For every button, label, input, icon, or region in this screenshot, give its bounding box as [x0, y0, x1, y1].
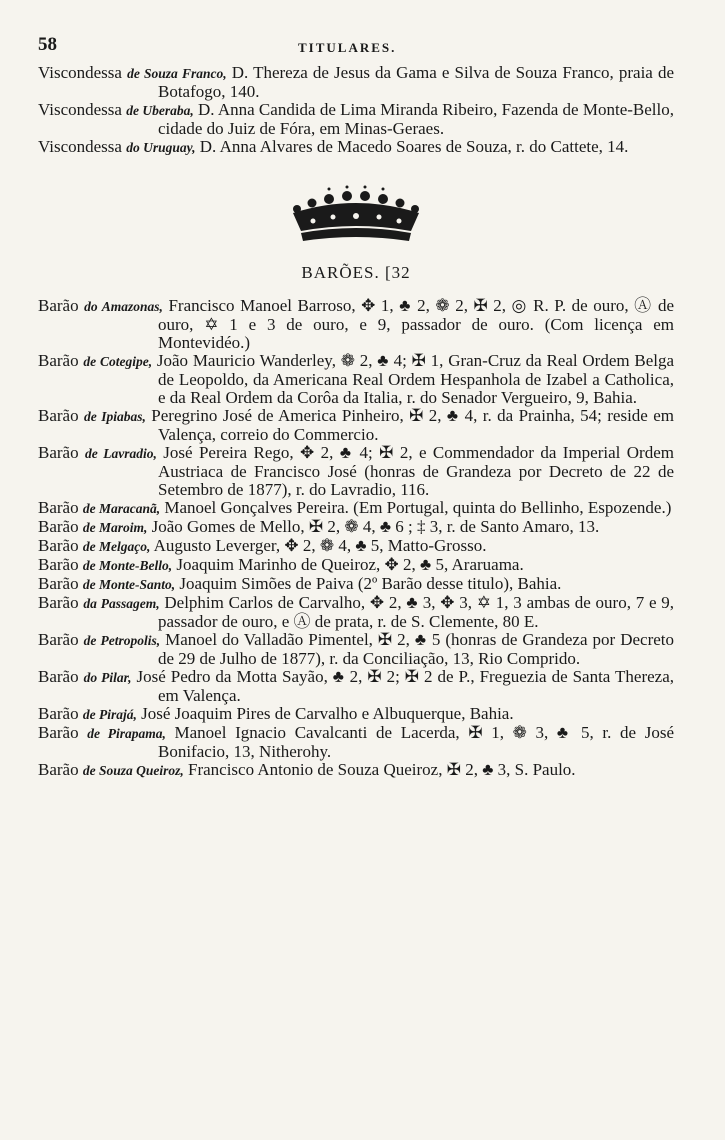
baroes-list — [38, 297, 674, 780]
list-item: Barão de Melgaço, Augusto Leverger, ✥ 2, ❁ 4, ♣ 5, Matto-Grosso. — [38, 536, 487, 555]
list-item: Barão de Pirajá, José Joaquim Pires de Carvalho e Albuquerque, Bahia. — [38, 704, 514, 723]
list-item: Barão de Monte-Santo, Joaquim Simões de Paiva (2º Barão desse titulo), Bahia. — [38, 574, 562, 593]
list-item: Barão de Pirapama, Manoel Ignacio Cavalcanti de Lacerda, ✠ 1, ❁ 3, ♣ 5, r. de José Bonifacio, 13, Nitherohy. — [38, 723, 675, 761]
list-item: Viscondessa de Souza Franco, D. Thereza de Jesus da Gama e Silva de Souza Franco, praia de Botafogo, 140. — [38, 63, 674, 101]
list-item: Viscondessa de Uberaba, D. Anna Candida de Lima Miranda Ribeiro, Fazenda de Monte-Bello, cidade do Juiz de Fóra, em Minas-Geraes. — [38, 100, 674, 138]
list-item: Barão de Ipiabas, Peregrino José de America Pinheiro, ✠ 2, ♣ 4, r. da Prainha, 54; reside em Valença, correio do Commercio. — [38, 406, 675, 444]
list-item: Barão da Passagem, Delphim Carlos de Carvalho, ✥ 2, ♣ 3, ✥ 3, ✡ 1, 3 ambas de ouro, 7 e 9, passador de ouro, e Ⓐ de prata, r. de S. Clemente, 80 E. — [38, 593, 675, 631]
running-title: TITULARES. — [298, 40, 397, 55]
page-number: 58 — [38, 34, 57, 55]
viscondessas-list — [38, 64, 674, 157]
list-item: Viscondessa do Uruguay, D. Anna Alvares de Macedo Soares de Souza, r. do Cattete, 14. — [38, 137, 629, 156]
list-item: Barão de Maroim, João Gomes de Mello, ✠ 2, ❁ 4, ♣ 6 ; ‡ 3, r. de Santo Amaro, 13. — [38, 517, 600, 536]
list-item: Barão do Pilar, José Pedro da Motta Sayão, ♣ 2, ✠ 2; ✠ 2 de P., Freguezia de Santa Thereza, em Valença. — [38, 667, 675, 705]
list-item: Barão de Petropolis, Manoel do Valladão Pimentel, ✠ 2, ♣ 5 (honras de Grandeza por Decreto de 29 de Julho de 1877), r. da Conciliação, 13, Rio Comprido. — [38, 630, 674, 668]
list-item: Barão do Amazonas, Francisco Manoel Barroso, ✥ 1, ♣ 2, ❁ 2, ✠ 2, ◎ R. P. de ouro, Ⓐ de ouro, ✡ 1 e 3 de ouro, e 9, passador de ouro. (Com licença em Montevidéo.) — [38, 296, 674, 352]
list-item: Barão de Maracanã, Manoel Gonçalves Pereira. (Em Portugal, quinta do Bellinho, Espozende.) — [38, 498, 672, 517]
directory-page — [38, 34, 674, 780]
list-item: Barão de Cotegipe, João Mauricio Wanderley, ❁ 2, ♣ 4; ✠ 1, Gran-Cruz da Real Ordem Belga de Leopoldo, da Americana Real Ordem Hespanhola de Izabel a Catholica, e da Real Ordem da Corôa da Italia, r. do Senador Vergueiro, 9, Bahia. — [38, 351, 675, 407]
list-item: Barão de Lavradio, José Pereira Rego, ✥ 2, ♣ 4; ✠ 2, e Commendador da Imperial Ordem Austriaca de Francisco José (honras de Grandeza por Decreto de 22 de Setembro de 1877), r. do Lavradio, 116. — [38, 443, 674, 499]
section-heading: BARÕES. [32 — [301, 263, 411, 282]
list-item: Barão de Souza Queiroz, Francisco Antonio de Souza Queiroz, ✠ 2, ♣ 3, S. Paulo. — [38, 760, 576, 779]
crown-icon — [283, 185, 429, 245]
page-header — [38, 34, 674, 64]
list-item: Barão de Monte-Bello, Joaquim Marinho de Queiroz, ✥ 2, ♣ 5, Araruama. — [38, 555, 524, 574]
